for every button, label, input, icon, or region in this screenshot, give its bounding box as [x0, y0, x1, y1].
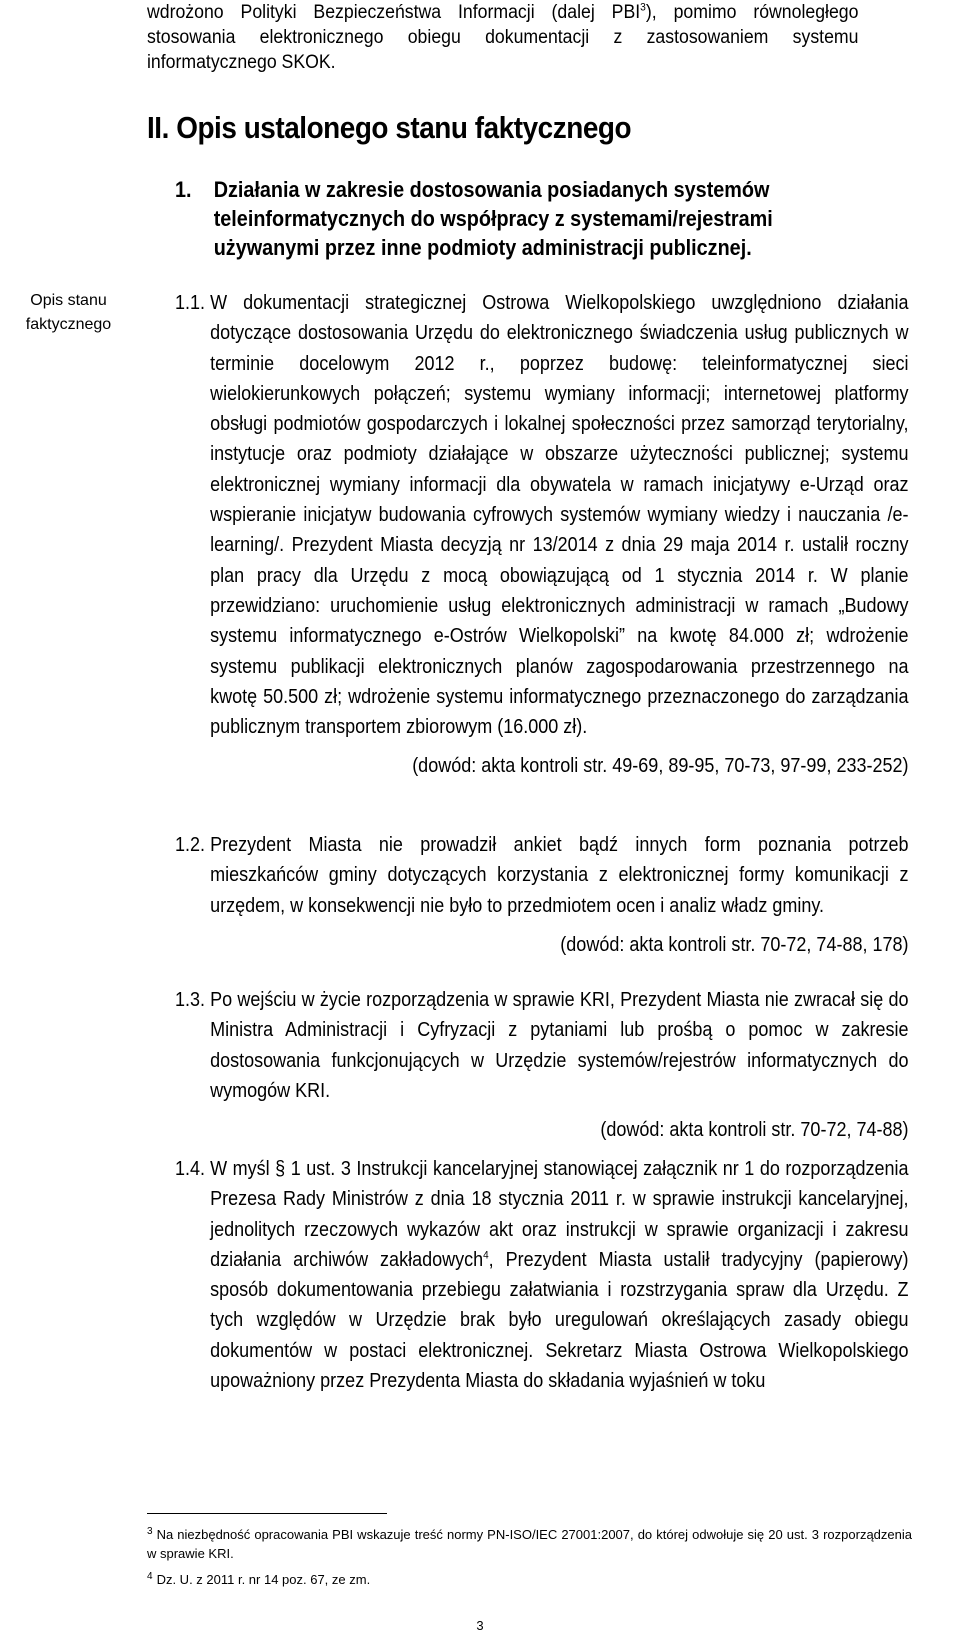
intro-text-after: ), pomimo równoległego stosowania elektronicznego obiegu dokumentacji z zastosowaniem systemu informatycznego SKOK.: [147, 2, 859, 73]
subsection-heading: [175, 175, 859, 262]
item-number: 1.4.: [175, 1158, 206, 1180]
footnote-ref-3: 3: [640, 1, 646, 14]
footnote-3: [147, 1525, 912, 1563]
item-text-before: W myśl § 1 ust. 3 Instrukcji kancelaryjnej stanowiącej załącznik nr 1 do rozporządzenia Prezesa Rady Ministrów z dnia 18 stycznia 2011 r. w sprawie instrukcji kancelaryjnej, jednolitych rzeczowych wykazów akt oraz instrukcji w sprawie organizacji i zakresu działania archiwów zakładowych: [210, 1158, 909, 1271]
footnote-4: [147, 1570, 912, 1589]
footnote-text: Na niezbędność opracowania PBI wskazuje treść normy PN-ISO/IEC 27001:2007, do której odwołuje się 20 ust. 3 rozporządzenia w sprawie KRI.: [147, 1527, 912, 1561]
footnote-mark: 3: [147, 1525, 153, 1537]
item-1-4: [175, 1154, 909, 1396]
subsection-number: 1.: [175, 177, 192, 202]
item-text: [210, 1154, 908, 1396]
item-text: Po wejściu w życie rozporządzenia w sprawie KRI, Prezydent Miasta nie zwracał się do Ministra Administracji i Cyfryzacji z pytaniami lub prośbą o pomoc w zakresie dostosowania funkcjonujących w Urzędzie systemów/rejestrów informatycznych do wymogów KRI.: [210, 989, 909, 1102]
footnote-text: Dz. U. z 2011 r. nr 14 poz. 67, ze zm.: [156, 1572, 371, 1587]
item-number: 1.3.: [175, 989, 206, 1011]
item-text: Prezydent Miasta nie prowadził ankiet bądź innych form poznania potrzeb mieszkańców gminy dotyczących korzystania z elektronicznej formy komunikacji z urzędem, w konsekwencji nie było to przedmiotem ocen i analiz władz gminy.: [210, 834, 909, 917]
item-number: 1.2.: [175, 834, 206, 856]
intro-paragraph: [147, 0, 858, 75]
section-heading: II. Opis ustalonego stanu faktycznego: [147, 110, 632, 145]
item-1-3: [175, 985, 909, 1145]
item-number: 1.1.: [175, 292, 206, 314]
page-number: 3: [476, 1618, 484, 1633]
item-text-after: , Prezydent Miasta ustalił tradycyjny (papierowy) sposób dokumentowania przebiegu załatwiania i rozstrzygania spraw dla Urzędu. Z tych względów w Urzędzie brak było uregulowań określających zasady obiegu dokumentów w postaci elektronicznej. Sekretarz Miasta Ostrowa Wielkopolskiego upoważniony przez Prezydenta Miasta do składania wyjaśnień w toku: [210, 1248, 909, 1393]
evidence-reference: (dowód: akta kontroli str. 70-72, 74-88, 178): [560, 933, 909, 956]
margin-label: Opis stanu faktycznego: [25, 292, 112, 333]
evidence-reference: (dowód: akta kontroli str. 49-69, 89-95, 70-73, 97-99, 233-252): [412, 755, 909, 778]
footnote-ref-4: 4: [483, 1249, 489, 1262]
intro-text-before: wdrożono Polityki Bezpieczeństwa Informacji (dalej PBI: [147, 2, 641, 23]
evidence-reference: (dowód: akta kontroli str. 70-72, 74-88): [600, 1119, 909, 1142]
item-1-1: [175, 288, 909, 781]
footnote-separator: [147, 1513, 387, 1514]
subsection-title: Działania w zakresie dostosowania posiadanych systemów teleinformatycznych do współpracy z systemami/rejestrami używanymi przez inne podmioty administracji publicznej.: [213, 177, 773, 260]
item-text: W dokumentacji strategicznej Ostrowa Wielkopolskiego uwzględniono działania dotyczące dostosowania Urzędu do elektronicznego świadczenia usług publicznych w terminie docelowym 2012 r., poprzez budowę: teleinformatycznej sieci wielokierunkowych połączeń; systemu wymiany informacji; internetowej platformy obsługi podmiotów gospodarczych i lokalnej społeczności przez samorząd terytorialny, instytucje oraz podmioty działające w obszarze użyteczności publicznej; systemu elektronicznej wymiany informacji dla obywatela w ramach inicjatywy e-Urząd oraz wspieranie inicjatyw budowania cyfrowych systemów wymiany wiedzy i nauczania /e-learning/. Prezydent Miasta decyzją nr 13/2014 z dnia 29 maja 2014 r. ustalił roczny plan pracy dla Urzędu z mocą obowiązującą od 1 stycznia 2014 r. W planie przewidziano: uruchomienie usług elektronicznych administracji w ramach „Budowy systemu informatycznego e-Ostrów Wielkopolski” na kwotę 84.000 zł; wdrożenie systemu publikacji elektronicznych planów zagospodarowania przestrzennego na kwotę 50.500 zł; wdrożenie systemu informatycznego przeznaczonego do zarządzania publicznym transportem zbiorowym (16.000 zł).: [210, 292, 909, 739]
item-1-2: [175, 830, 909, 960]
footnote-mark: 4: [147, 1570, 153, 1582]
